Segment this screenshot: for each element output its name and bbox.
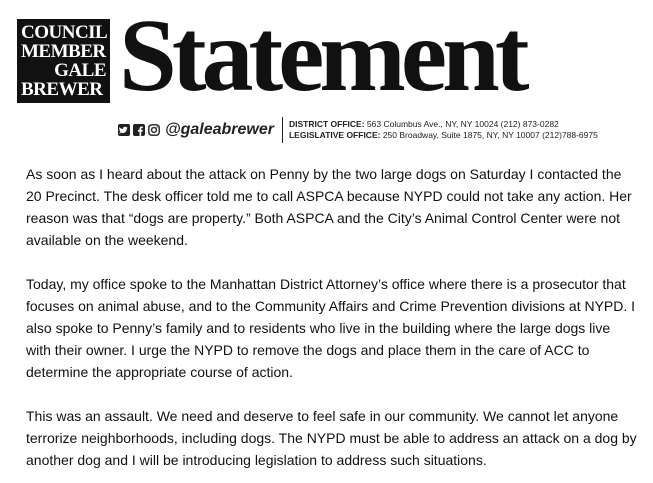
statement-paragraph: This was an assault. We need and deserve to feel safe in our community. We cannot let anyone terrorize neighborhoods, including dogs. The NYPD must be able to address an attack on a dog by another dog and I will be introducing legislation to address such situations. — [26, 408, 637, 468]
twitter-icon[interactable] — [118, 124, 130, 136]
statement-body — [26, 163, 638, 471]
logo-line-gale: GALE — [54, 60, 106, 81]
legislative-office-line — [289, 130, 598, 141]
statement-headline: Statement — [119, 0, 525, 113]
logo-line-council: COUNCIL — [21, 22, 108, 43]
statement-paragraph: As soon as I heard about the attack on Penny by the two large dogs on Saturday I contacted the 20 Precinct. The desk officer told me to call ASPCA because NYPD could not take any action. Her reason was that “dogs are property.” Both ASPCA and the City’s Animal Control Center were not available on the weekend. — [26, 166, 632, 248]
district-office-label: DISTRICT OFFICE: — [288, 119, 365, 129]
legislative-office-address: 250 Broadway, Suite 1875, NY, NY 10007 (212)788-6975 — [382, 130, 598, 140]
social-icons — [118, 124, 160, 136]
logo-line-brewer: BREWER — [21, 79, 103, 100]
statement-paragraph: Today, my office spoke to the Manhattan District Attorney’s office where there is a prosecutor that focuses on animal abuse, and to the Community Affairs and Crime Prevention divisions at NYPD. I also spoke to Penny’s family and to residents who live in the building where the large dogs live with their owner. I urge the NYPD to remove the dogs and place them in the care of ACC to determine the appropriate course of action. — [26, 276, 636, 380]
social-handle[interactable]: @galeabrewer — [165, 121, 274, 138]
council-member-logo — [17, 19, 110, 103]
contact-divider — [282, 117, 283, 143]
district-office-line — [289, 119, 598, 130]
instagram-icon[interactable] — [148, 124, 160, 136]
office-addresses — [289, 119, 598, 141]
district-office-address: 563 Columbus Ave., NY, NY 10024 (212) 873-0282 — [366, 119, 559, 129]
logo-line-member: MEMBER — [21, 41, 106, 62]
facebook-icon[interactable] — [133, 124, 145, 136]
legislative-office-label: LEGISLATIVE OFFICE: — [288, 130, 381, 140]
contact-row — [118, 115, 598, 145]
